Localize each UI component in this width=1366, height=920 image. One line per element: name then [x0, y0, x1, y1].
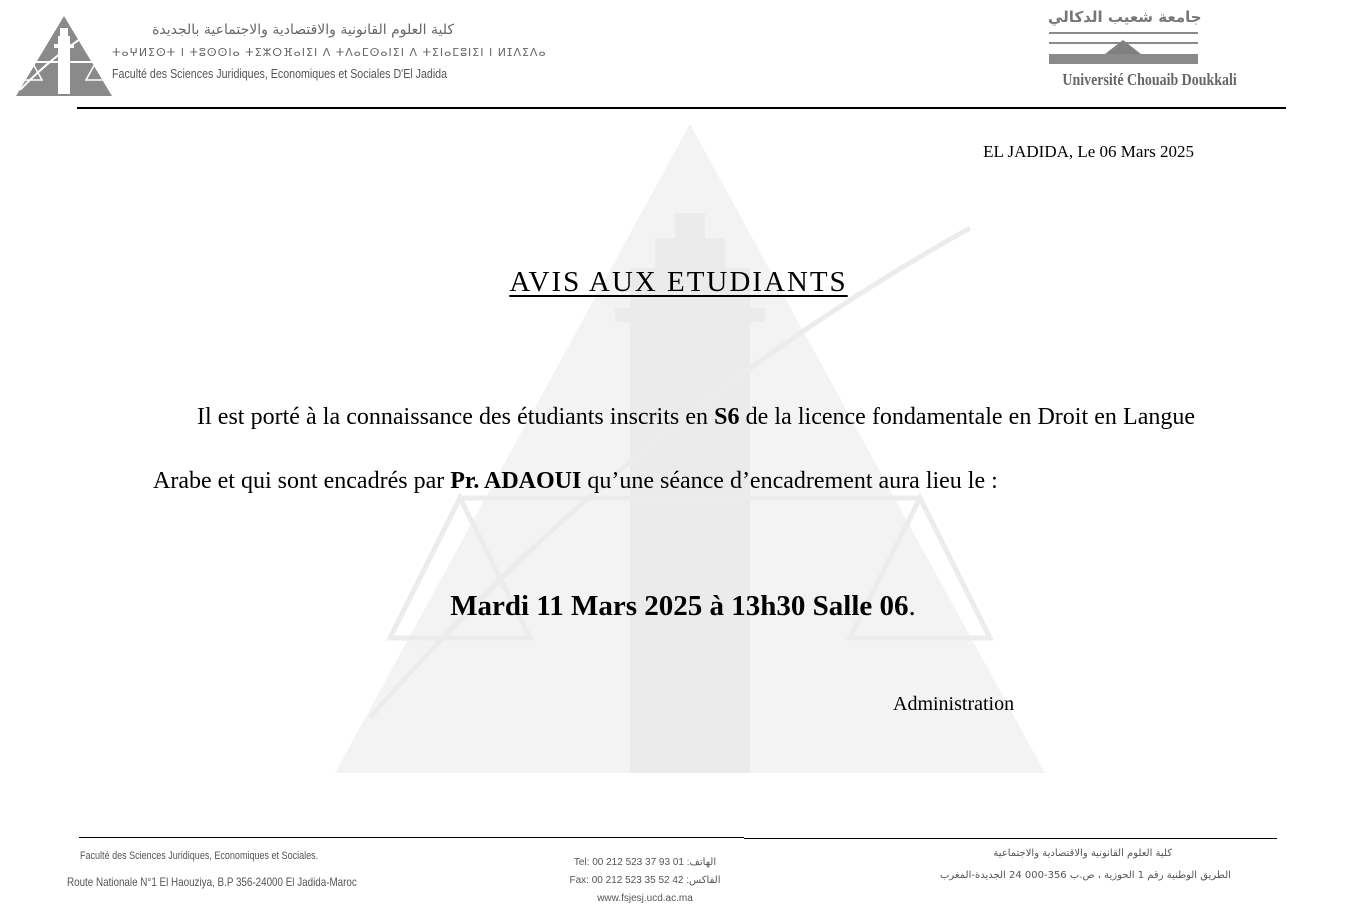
university-name-arabic: جامعة شعيب الدكالي: [1048, 8, 1202, 26]
footer-address-fr-line1: Faculté des Sciences Juridiques, Economiques et Sociales.: [80, 850, 319, 862]
footer-divider-right: [744, 838, 1277, 839]
notice-date: EL JADIDA, Le 06 Mars 2025: [983, 142, 1194, 161]
notice-title: AVIS AUX ETUDIANTS: [509, 266, 848, 298]
professor-name: Pr. ADAOUI: [450, 468, 582, 494]
faculty-name-arabic: كلية العلوم القانونية والاقتصادية والاجتماعية بالجديدة: [152, 22, 454, 38]
university-emblem: [1049, 30, 1198, 68]
notice-body-part1: Il est porté à la connaissance des étudiants inscrits en: [197, 404, 715, 430]
session-datetime-period: .: [908, 590, 916, 622]
footer-website-link[interactable]: www.fsjesj.ucd.ac.ma: [597, 893, 693, 904]
faculty-logo: [14, 14, 114, 98]
footer-divider-left: [79, 837, 744, 838]
notice-body: [153, 385, 1195, 513]
session-datetime-text: Mardi 11 Mars 2025 à 13h30 Salle 06: [450, 590, 909, 622]
header-divider: [77, 107, 1286, 109]
notice-body-part3: qu’une séance d’encadrement aura lieu le :: [581, 468, 998, 494]
session-datetime: [0, 590, 1366, 623]
footer-fax: Fax: 00 212 523 35 52 42 :الفاكس: [569, 875, 721, 886]
faculty-name-french: Faculté des Sciences Juridiques, Economiques et Sociales D'El Jadida: [112, 66, 448, 81]
footer-address-fr-line2: Route Nationale N°1 El Haouziya, B.P 356-24000 El Jadida-Maroc: [67, 875, 357, 889]
faculty-name-tifinagh: ⵜⴰⵖⵍⵉⵙⵜ ⵏ ⵜⵓⵙⵙⵏⴰ ⵜⵉⵣⵔⴼⴰⵏⵉⵏ ⴷ ⵜⴷⴰⵎⵙⴰⵏⵉⵏ ⴷ ⵜⵉⵏⴰⵎⵓⵏⵉⵏ ⵏ ⵍⵊⴷⵉⴷⴰ: [112, 46, 547, 59]
semester-label: S6: [714, 404, 740, 430]
signature: Administration: [893, 693, 1015, 715]
footer-address-ar-line1: كلية العلوم القانونية والاقتصادية والاجتماعية: [993, 848, 1172, 859]
notice-body-part2: de la licence fondamentale en Droit en Langue Arabe et qui sont encadrés par: [153, 404, 1195, 494]
university-name-french: Université Chouaib Doukkali: [1062, 70, 1237, 89]
footer-address-ar-line2: الطريق الوطنية رقم 1 الحوزية ، ص.ب 356-000 24 الجديدة-المغرب: [940, 870, 1231, 881]
footer-tel: Tel: 00 212 523 37 93 01 :الهاتف: [573, 857, 717, 868]
